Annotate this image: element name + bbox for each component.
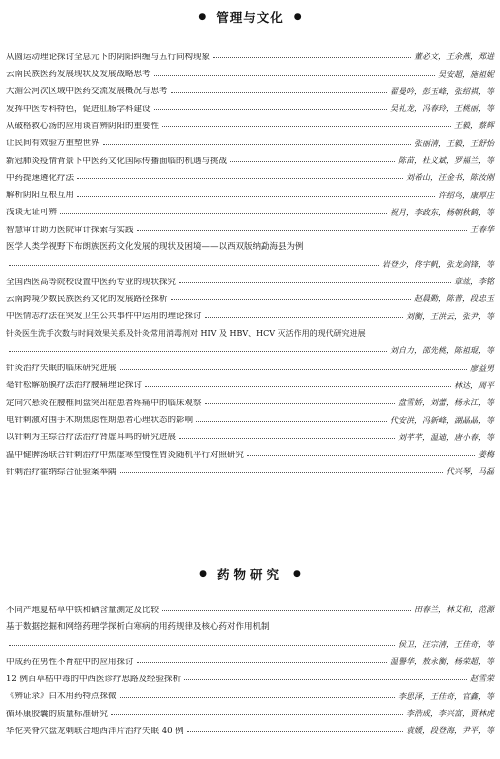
- toc-entry[interactable]: [6, 96, 494, 113]
- bullet-icon: ●: [293, 11, 302, 22]
- entry-title: 从圆运动理论探讨全息元下的阴阳纠缠与五行同构现象: [6, 52, 211, 62]
- entry-authors: 董必文，王余燕，郑进: [414, 52, 494, 62]
- toc-section-1: [6, 44, 494, 476]
- toc-entry[interactable]: [6, 61, 494, 78]
- entry-authors: 刘希山，汪金书，陈汝刚: [406, 173, 494, 183]
- leader-dots: [162, 610, 411, 611]
- entry-authors: 张丽清，王毅，王舒怡: [414, 138, 494, 148]
- toc-section-2: [6, 597, 494, 735]
- leader-dots: [120, 697, 395, 698]
- entry-authors: 李思泽，王佳奇，官鑫，等: [398, 691, 494, 701]
- toc-entry-authors-line[interactable]: [6, 338, 494, 355]
- toc-entry-authors-line[interactable]: [6, 632, 494, 649]
- toc-entry[interactable]: [6, 649, 494, 666]
- bullet-icon: ●: [198, 11, 207, 22]
- toc-entry-authors-line[interactable]: [6, 252, 494, 269]
- leader-dots: [184, 679, 467, 680]
- entry-authors: 许绍鸟，康厚庄: [438, 190, 494, 200]
- bullet-icon: ●: [293, 568, 301, 579]
- leader-dots: [103, 144, 411, 145]
- entry-authors: 刘衡，王洪云，张尹，等: [406, 311, 494, 321]
- entry-authors: 王春华: [470, 225, 494, 235]
- leader-dots: [9, 645, 395, 646]
- leader-dots: [120, 472, 443, 473]
- toc-entry[interactable]: [6, 718, 494, 735]
- entry-title: 让民间有效验方重塑世界: [6, 139, 100, 148]
- toc-entry[interactable]: [6, 217, 494, 234]
- leader-dots: [230, 161, 395, 162]
- entry-title: 华佗夹脊穴盘龙刺联合地西泮片治疗失眠 40 例: [6, 726, 184, 736]
- entry-title: 解析阴阳互根互用: [6, 191, 75, 200]
- entry-authors: 侯卫，汪宗清，王佳奇，等: [398, 639, 494, 649]
- entry-title: 新冠肺炎疫情背景下中医药文化国际传播面临的机遇与挑战: [6, 156, 228, 166]
- bullet-icon: ●: [199, 568, 207, 579]
- toc-entry[interactable]: [6, 113, 494, 130]
- entry-title: 温中健脾汤联合针刺治疗中焦虚寒型慢性胃炎随机平行对照研究: [6, 450, 245, 460]
- entry-title: 中药提速遴化疗法: [6, 173, 75, 183]
- leader-dots: [196, 421, 387, 422]
- entry-title: 针灸治疗失眠的临床研究进展: [6, 364, 117, 373]
- leader-dots: [9, 265, 379, 266]
- leader-dots: [145, 386, 451, 387]
- toc-entry[interactable]: [6, 390, 494, 407]
- toc-entry[interactable]: [6, 442, 494, 459]
- toc-entry[interactable]: [6, 286, 494, 303]
- entry-title: 从破格救心汤的应用谈首辨阴阳的重要性: [6, 121, 160, 131]
- leader-dots: [171, 92, 387, 93]
- entry-authors: 刘芊芊，温迪，唐小春，等: [398, 432, 494, 442]
- entry-title: 以针刺为主综合疗法治疗肾虚耳鸣的研究进展: [6, 433, 177, 442]
- toc-entry[interactable]: [6, 79, 494, 96]
- toc-entry[interactable]: [6, 683, 494, 700]
- leader-dots: [171, 299, 411, 300]
- leader-dots: [60, 213, 387, 214]
- toc-entry[interactable]: [6, 425, 494, 442]
- entry-title: 毫针松解筋膜疗法治疗腰痛理论探讨: [6, 381, 143, 390]
- entry-authors: 温譽华，敖永衡，杨荣超，等: [390, 657, 494, 667]
- entry-title: 针刺治疗霍纳综合征验案举隅: [6, 467, 117, 477]
- entry-title: 云南跨境少数民族医药文化的发展路径探析: [6, 294, 168, 304]
- entry-authors: 姜梅: [478, 450, 494, 460]
- leader-dots: [137, 230, 467, 231]
- toc-entry[interactable]: [6, 407, 494, 424]
- entry-authors: 赵晨勤，陈普，段忠玉: [414, 294, 494, 304]
- entry-authors: 章竑，李铭: [454, 277, 494, 287]
- toc-entry[interactable]: [6, 355, 494, 372]
- entry-title: 浅谈无证可辨: [6, 208, 58, 217]
- toc-entry[interactable]: [6, 148, 494, 165]
- toc-entry-title-line[interactable]: [6, 614, 494, 631]
- leader-dots: [77, 196, 435, 197]
- toc-entry[interactable]: [6, 130, 494, 147]
- leader-dots: [205, 317, 403, 318]
- leader-dots: [179, 438, 395, 439]
- entry-title: 云南民族医药发展现状及发展战略思考: [6, 70, 151, 79]
- entry-authors: 王毅，蔡辉: [454, 121, 494, 131]
- entry-authors: 廖益男: [470, 363, 494, 373]
- entry-title: 12 例百草枯中毒的中西医诊疗思路及经验探析: [6, 674, 182, 684]
- entry-title: 医学人类学视野下布朗族医药文化发展的现状及困境——以西双版纳勐海县为例: [6, 242, 304, 253]
- entry-title: 发挥中医专科特色，促进肛肠学科建设: [6, 104, 151, 114]
- leader-dots: [154, 109, 387, 110]
- entry-title: 不同产地夏枯草中铁和硒含量测定及比较: [6, 605, 160, 615]
- entry-title: 电针刺激对围手术期焦虑性期患者心理状态的影响: [6, 416, 194, 425]
- section-header-drug-research: [0, 563, 500, 585]
- entry-title: 《辨证录》白术用药特点探微: [6, 692, 117, 701]
- leader-dots: [154, 75, 435, 76]
- toc-entry[interactable]: [6, 182, 494, 199]
- toc-entry[interactable]: [6, 44, 494, 61]
- leader-dots: [120, 369, 467, 370]
- entry-authors: 吴礼龙，冯春玲，王桃丽，等: [390, 104, 494, 114]
- entry-authors: 袁媛，段登海，尹平，等: [406, 726, 494, 736]
- leader-dots: [205, 403, 395, 404]
- toc-entry[interactable]: [6, 459, 494, 476]
- entry-title: 全国西医高等院校设置中医药专业的现状探究: [6, 277, 177, 287]
- entry-authors: 代安洪，冯新峰，湖晶晶，等: [390, 415, 494, 425]
- section-title: 管理与文化: [216, 10, 284, 25]
- leader-dots: [162, 126, 451, 127]
- entry-authors: 吴安超，施祖妮: [438, 69, 494, 79]
- toc-entry[interactable]: [6, 303, 494, 320]
- entry-title: 基于数据挖掘和网络药理学探析白寒病的用药规律及核心药对作用机制: [6, 622, 270, 633]
- toc-entry[interactable]: [6, 269, 494, 286]
- entry-authors: 陈苗，杜义斌，罗福兰，等: [398, 156, 494, 166]
- toc-entry[interactable]: [6, 597, 494, 614]
- entry-authors: 李浩成，李兴富，贾林虎: [406, 709, 494, 719]
- toc-entry[interactable]: [6, 666, 494, 683]
- toc-entry[interactable]: [6, 165, 494, 182]
- entry-title: 智慧审计助力医院审计探索与实践: [6, 225, 134, 235]
- section-title: 药物研究: [216, 567, 283, 582]
- toc-entry[interactable]: [6, 200, 494, 217]
- entry-title: 中成药在男性不育症中的应用探讨: [6, 657, 134, 667]
- entry-authors: 代兴琴，马磊: [446, 467, 494, 477]
- toc-entry[interactable]: [6, 701, 494, 718]
- leader-dots: [137, 662, 387, 663]
- entry-authors: 刘自力，邵先桃，陈祖琨，等: [390, 346, 494, 356]
- leader-dots: [213, 57, 411, 58]
- entry-authors: 祝月，李政东，杨朝秋鹤，等: [390, 207, 494, 217]
- leader-dots: [247, 455, 475, 456]
- toc-entry-title-line[interactable]: [6, 234, 494, 251]
- entry-authors: 赵雪荣: [470, 674, 494, 684]
- entry-title: 大湄公河次区域中医药交流发展概况与思考: [6, 87, 168, 96]
- entry-authors: 岩登少，佟宇帆，张龙剑锋，等: [382, 259, 494, 269]
- toc-entry-title-line[interactable]: [6, 321, 494, 338]
- entry-authors: 盘雪娇，刘蕾，杨永江，等: [398, 398, 494, 408]
- entry-title: 针灸医生洗手次数与时间效果关系及针灸常用消毒剂对 HIV 及 HBV、HCV 灭活作用的现代研究进展: [6, 329, 366, 339]
- section-header-management-culture: [0, 6, 500, 28]
- entry-title: 中医情志疗法在突发卫生公共事件中运用的理论探讨: [6, 312, 202, 321]
- entry-authors: 田春兰，林艾和，范源: [414, 605, 494, 615]
- leader-dots: [179, 282, 451, 283]
- leader-dots: [9, 351, 387, 352]
- leader-dots: [111, 714, 403, 715]
- leader-dots: [77, 178, 403, 179]
- entry-authors: 翟曼吟，彭玉峰，张绍祺，等: [390, 86, 494, 96]
- entry-title: 循环康胶囊的质量标准研究: [6, 709, 109, 719]
- entry-authors: 林达，周平: [454, 380, 494, 390]
- toc-entry[interactable]: [6, 373, 494, 390]
- entry-title: 定向穴悬灸在腰椎间盘突出症患者疼痛中的临床观察: [6, 398, 202, 408]
- leader-dots: [187, 731, 403, 732]
